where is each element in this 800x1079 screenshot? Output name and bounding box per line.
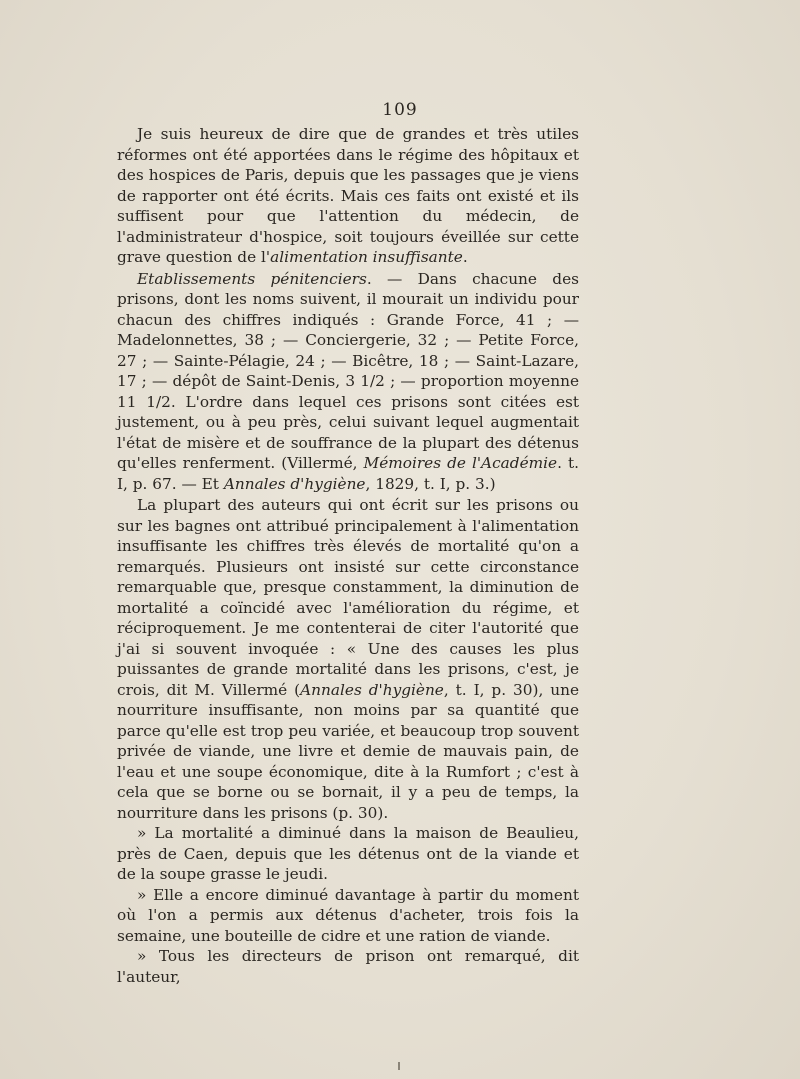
page-edge-mark [398,1062,400,1070]
text-run: » Tous les directeurs de prison ont remarqué, dit l'auteur, [117,947,579,986]
paragraph-cider-ration [117,885,579,947]
citation-title: Annales d'hygiène [300,680,444,699]
text-run: Je suis heureux de dire que de grandes et très utiles réformes ont été apportées dans le régime des hôpitaux et des hospices de Paris, depuis que les passages que je viens de rapporter ont été écrits. Mais ces faits ont existé et ils suffisent pour que l'attention du médecin, de l'administrateur d'hospice, soit toujours éveillée sur cette grave question de l' [117,125,579,266]
paragraph-penitentiary [117,269,579,495]
paragraph-hospital-reforms [117,124,579,268]
page-number: 109 [382,100,418,120]
paragraph-beaulieu [117,823,579,885]
text-run: . — Dans chacune des prisons, dont les noms suivent, il mourait un individu pour chacun des chiffres indiqués : Grande Force, 41 ; — Madelonnettes, 38 ; — Conciergerie, 32 ; — Petite Force, 27 ; — Sainte-Pélagie, 24 ; — Bicêtre, 18 ; — Saint-Lazare, 17 ; — dépôt de Saint-Denis, 3 1/2 ; — proportion moyenne 11 1/2. L'ordre dans lequel ces prisons sont citées est justement, ou à peu près, celui suivant lequel augmentait l'état de misère et de souffrance de la plupart des détenus qu'elles renferment. (Villermé, [117,269,579,472]
paragraph-prison-authors [117,495,579,823]
text-run: » Elle a encore diminué davantage à partir du moment où l'on a permis aux détenus d'acheter, trois fois la semaine, une bouteille de cidre et une ration de viande. [117,885,579,945]
citation-title: Annales d'hygiène [223,474,366,493]
text-run: . t. I, p. 67. — Et [117,454,579,493]
text-run: , t. I, p. 30), une nourriture insuffisante, non moins par sa quantité que parce qu'elle est trop peu variée, et beaucoup trop souvent privée de viande, une livre et demie de mauvais pain, de l'eau et une soupe économique, dite à la Rumfort ; c'est à cela que se borne ou se bornait, il y a peu de temps, la nourriture dans les prisons (p. 30). [117,680,579,822]
text-run: , 1829, t. I, p. 3.) [365,474,496,493]
section-heading: Etablissements pénitenciers [137,269,367,288]
body-text [117,124,579,987]
text-run: » La mortalité a diminué dans la maison de Beaulieu, près de Caen, depuis que les détenus ont de la viande et de la soupe grasse le jeudi. [117,824,579,883]
italic-term: alimentation insuffisante [270,248,463,266]
text-run: La plupart des auteurs qui ont écrit sur les prisons ou sur les bagnes ont attribué principalement à l'alimentation insuffisante les chiffres très élevés de mortalité qu'on a remarqués. Plusieurs ont insisté sur cette circonstance remarquable que, presque constamment, la diminution de mortalité a coïncidé avec l'amélioration du régime, et réciproquement. Je me contenterai de citer l'autorité que j'ai si souvent invoquée : « Une des causes les plus puissantes de grande mortalité dans les prisons, c'est, je crois, dit M. Villermé ( [117,496,579,699]
paragraph-directors [117,946,579,987]
citation-title: Mémoires de l'Académie [363,454,558,472]
text-run: . [462,248,468,266]
